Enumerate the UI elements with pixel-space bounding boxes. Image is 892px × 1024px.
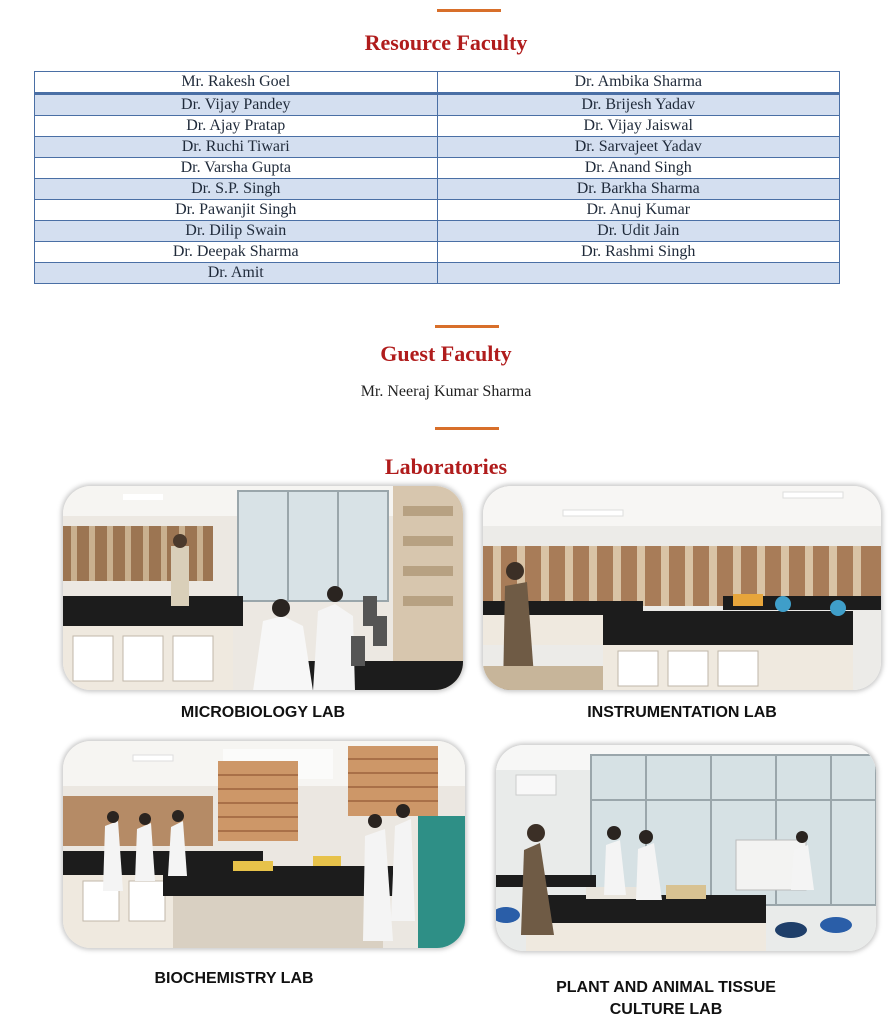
- tissue-culture-lab-photo: [496, 745, 876, 951]
- biochemistry-lab-photo: [63, 741, 465, 948]
- table-cell: Dr. Vijay Jaiswal: [437, 116, 840, 137]
- section-divider: [435, 427, 499, 430]
- guest-faculty-name: Mr. Neeraj Kumar Sharma: [360, 383, 532, 400]
- table-cell: [437, 263, 840, 284]
- microbiology-lab-photo: [63, 486, 463, 690]
- lab-caption: INSTRUMENTATION LAB: [587, 704, 777, 721]
- table-cell: Dr. Sarvajeet Yadav: [437, 137, 840, 158]
- table-cell: Dr. Pawanjit Singh: [35, 200, 438, 221]
- resource-faculty-table: [34, 71, 840, 284]
- table-cell: Dr. Ajay Pratap: [35, 116, 438, 137]
- table-cell: Dr. Anand Singh: [437, 158, 840, 179]
- instrumentation-lab-photo: [483, 486, 881, 690]
- guest-faculty-title: Guest Faculty: [380, 341, 512, 366]
- table-cell: Dr. Ruchi Tiwari: [35, 137, 438, 158]
- table-cell: Mr. Rakesh Goel: [35, 72, 438, 94]
- table-row: [35, 242, 840, 263]
- resource-faculty-title: Resource Faculty: [364, 30, 528, 55]
- tissue-culture-lab-caption: [496, 977, 836, 1021]
- table-row: [35, 179, 840, 200]
- table-cell: Dr. Anuj Kumar: [437, 200, 840, 221]
- table-cell: Dr. Varsha Gupta: [35, 158, 438, 179]
- microbiology-lab-caption: [63, 702, 463, 724]
- table-cell: Dr. Vijay Pandey: [35, 94, 438, 116]
- table-cell: Dr. Deepak Sharma: [35, 242, 438, 263]
- lab-caption: BIOCHEMISTRY LAB: [154, 970, 314, 987]
- table-cell: Dr. S.P. Singh: [35, 179, 438, 200]
- table-row: [35, 94, 840, 116]
- table-cell: Dr. Amit: [35, 263, 438, 284]
- table-row: [35, 221, 840, 242]
- table-row: [35, 116, 840, 137]
- table-cell: Dr. Rashmi Singh: [437, 242, 840, 263]
- lab-caption-line: PLANT AND ANIMAL TISSUE: [556, 979, 776, 996]
- table-row: [35, 200, 840, 221]
- table-cell: Dr. Barkha Sharma: [437, 179, 840, 200]
- biochemistry-lab-caption: [63, 968, 405, 990]
- table-row: [35, 158, 840, 179]
- instrumentation-lab-caption: [483, 702, 881, 724]
- table-row: [35, 137, 840, 158]
- section-divider: [437, 9, 501, 12]
- lab-caption-line: CULTURE LAB: [609, 1001, 723, 1018]
- section-divider: [435, 325, 499, 328]
- laboratories-title: Laboratories: [384, 454, 508, 479]
- table-cell: Dr. Ambika Sharma: [437, 72, 840, 94]
- table-row: [35, 72, 840, 94]
- table-cell: Dr. Brijesh Yadav: [437, 94, 840, 116]
- table-row: [35, 263, 840, 284]
- table-cell: Dr. Dilip Swain: [35, 221, 438, 242]
- lab-caption: MICROBIOLOGY LAB: [180, 704, 346, 721]
- table-cell: Dr. Udit Jain: [437, 221, 840, 242]
